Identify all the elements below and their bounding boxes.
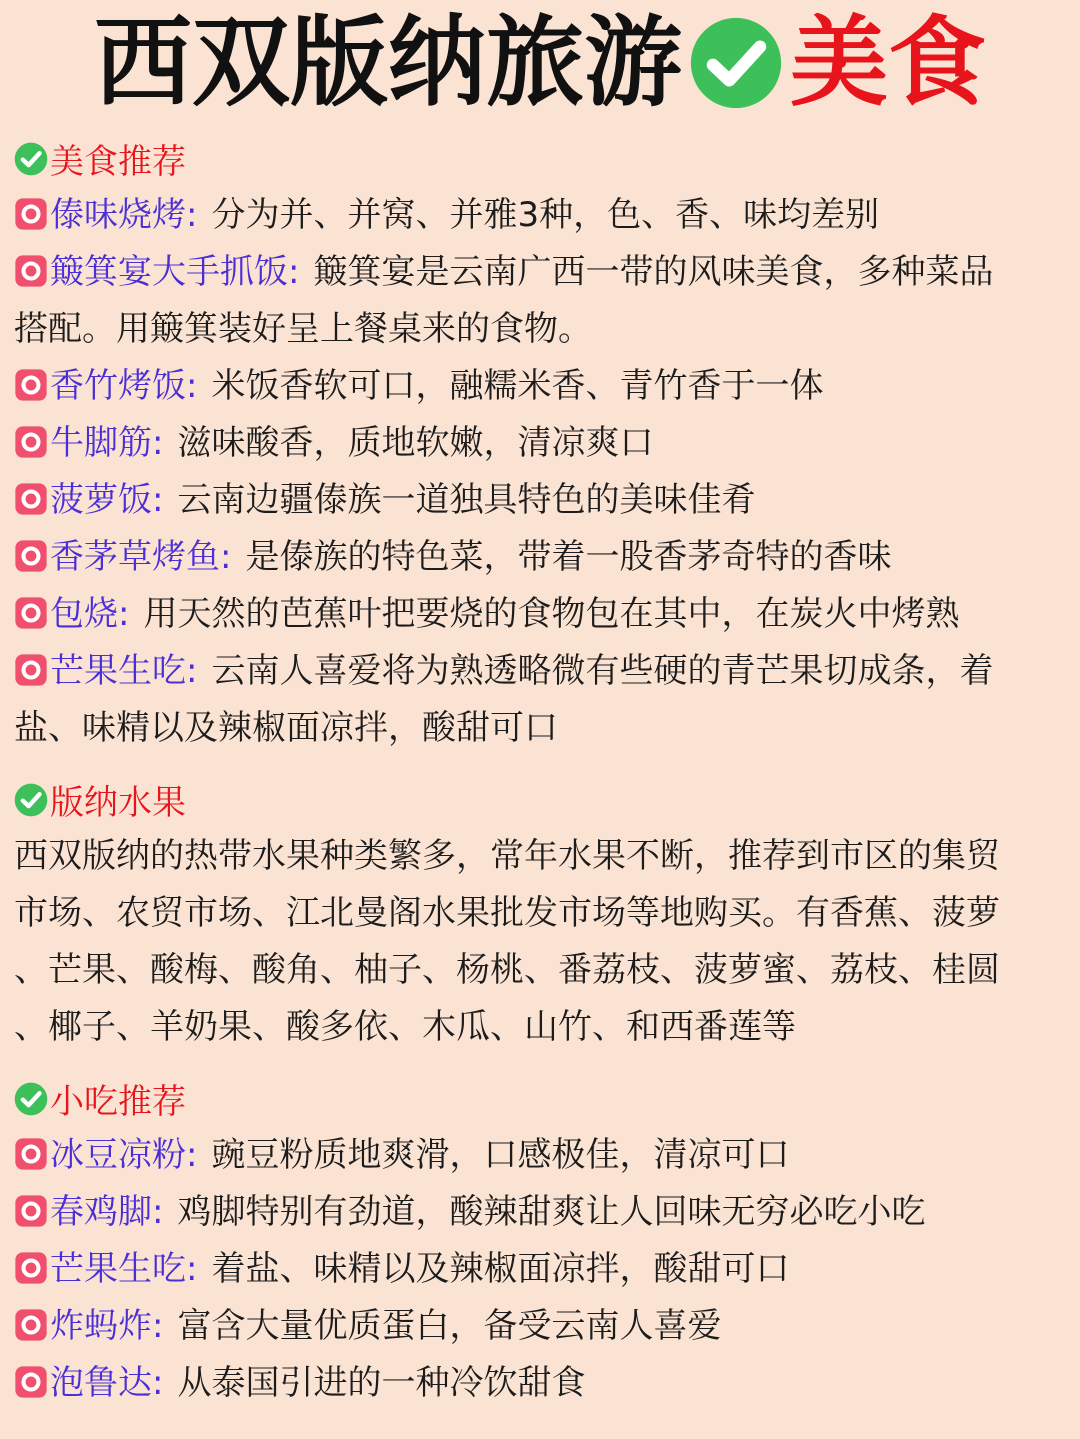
list-item <box>14 187 1070 244</box>
section-heading-text: 小吃推荐 <box>50 1082 186 1122</box>
section-heading-food <box>14 130 1070 187</box>
list-item <box>14 643 1070 700</box>
item-continuation: 搭配。用簸箕装好呈上餐桌来的食物。 <box>14 309 592 349</box>
check-circle-icon <box>14 142 48 176</box>
item-colon: : <box>152 423 164 463</box>
item-desc: 滋味酸香，质地软嫩，清凉爽口 <box>177 423 654 463</box>
item-colon: : <box>186 195 198 235</box>
section-heading-text: 美食推荐 <box>50 142 186 182</box>
item-name: 菠萝饭 <box>50 480 152 520</box>
content <box>14 130 1070 1412</box>
green-check-icon <box>688 15 784 111</box>
item-desc: 云南边疆傣族一道独具特色的美味佳肴 <box>177 480 756 520</box>
item-colon: : <box>220 537 232 577</box>
item-name: 春鸡脚 <box>50 1192 152 1232</box>
bullet-o-icon <box>14 1365 48 1399</box>
item-desc: 鸡脚特别有劲道，酸辣甜爽让人回味无穷必吃小吃 <box>177 1192 926 1232</box>
item-desc: 富含大量优质蛋白，备受云南人喜爱 <box>177 1306 722 1346</box>
item-desc: 从泰国引进的一种冷饮甜食 <box>177 1363 586 1403</box>
paragraph-line: 、椰子、羊奶果、酸多依、木瓜、山竹、和西番莲等 <box>14 1007 796 1047</box>
item-colon: : <box>186 366 198 406</box>
list-item <box>14 1241 1070 1298</box>
list-item <box>14 472 1070 529</box>
list-item <box>14 1298 1070 1355</box>
bullet-o-icon <box>14 539 48 573</box>
bullet-o-icon <box>14 482 48 516</box>
section-heading-text: 版纳水果 <box>50 783 186 823</box>
item-desc: 分为并、并窝、并雅3种，色、香、味均差别 <box>211 195 880 235</box>
list-item <box>14 1355 1070 1412</box>
section-heading-snack <box>14 1070 1070 1127</box>
bullet-o-icon <box>14 653 48 687</box>
bullet-o-icon <box>14 1194 48 1228</box>
bullet-o-icon <box>14 1137 48 1171</box>
paragraph-line: 市场、农贸市场、江北曼阁水果批发市场等地购买。有香蕉、菠萝 <box>14 893 1000 933</box>
bullet-o-icon <box>14 1251 48 1285</box>
item-name: 牛脚筋 <box>50 423 152 463</box>
title-main: 西双版纳旅游 <box>93 6 682 120</box>
item-desc: 用天然的芭蕉叶把要烧的食物包在其中，在炭火中烤熟 <box>143 594 960 634</box>
bullet-o-icon <box>14 425 48 459</box>
list-item <box>14 415 1070 472</box>
list-item <box>14 1127 1070 1184</box>
item-desc: 米饭香软可口，融糯米香、青竹香于一体 <box>211 366 824 406</box>
bullet-o-icon <box>14 197 48 231</box>
item-name: 傣味烧烤 <box>50 195 186 235</box>
item-name: 香竹烤饭 <box>50 366 186 406</box>
item-colon: : <box>186 651 198 691</box>
title-accent: 美食 <box>790 6 987 120</box>
item-name: 泡鲁达 <box>50 1363 152 1403</box>
list-item <box>14 586 1070 643</box>
item-desc: 豌豆粉质地爽滑，口感极佳，清凉可口 <box>211 1135 790 1175</box>
item-colon: : <box>152 1363 164 1403</box>
item-colon: : <box>152 1306 164 1346</box>
item-desc: 云南人喜爱将为熟透略微有些硬的青芒果切成条，着 <box>211 651 994 691</box>
item-name: 包烧 <box>50 594 118 634</box>
list-item <box>14 529 1070 586</box>
check-circle-icon <box>14 783 48 817</box>
paragraph-line: 、芒果、酸梅、酸角、柚子、杨桃、番荔枝、菠萝蜜、荔枝、桂圆 <box>14 950 1000 990</box>
item-desc: 是傣族的特色菜，带着一股香茅奇特的香味 <box>245 537 892 577</box>
item-colon: : <box>288 252 300 292</box>
item-name: 冰豆凉粉 <box>50 1135 186 1175</box>
bullet-o-icon <box>14 1308 48 1342</box>
list-item <box>14 358 1070 415</box>
item-name: 芒果生吃 <box>50 1249 186 1289</box>
bullet-o-icon <box>14 368 48 402</box>
page-title <box>0 4 1080 122</box>
item-colon: : <box>152 1192 164 1232</box>
item-colon: : <box>152 480 164 520</box>
list-item <box>14 1184 1070 1241</box>
bullet-o-icon <box>14 596 48 630</box>
item-colon: : <box>186 1249 198 1289</box>
item-name: 香茅草烤鱼 <box>50 537 220 577</box>
list-item <box>14 244 1070 301</box>
item-name: 簸箕宴大手抓饭 <box>50 252 288 292</box>
paragraph-line: 西双版纳的热带水果种类繁多，常年水果不断，推荐到市区的集贸 <box>14 836 1000 876</box>
item-colon: : <box>186 1135 198 1175</box>
section-spacer <box>14 757 1070 771</box>
section-heading-fruit <box>14 771 1070 828</box>
section-spacer <box>14 1056 1070 1070</box>
bullet-o-icon <box>14 254 48 288</box>
item-continuation: 盐、味精以及辣椒面凉拌，酸甜可口 <box>14 708 558 748</box>
item-desc: 着盐、味精以及辣椒面凉拌，酸甜可口 <box>211 1249 790 1289</box>
item-name: 炸蚂炸 <box>50 1306 152 1346</box>
item-colon: : <box>118 594 130 634</box>
item-desc: 簸箕宴是云南广西一带的风味美食，多种菜品 <box>313 252 994 292</box>
check-circle-icon <box>14 1082 48 1116</box>
item-name: 芒果生吃 <box>50 651 186 691</box>
